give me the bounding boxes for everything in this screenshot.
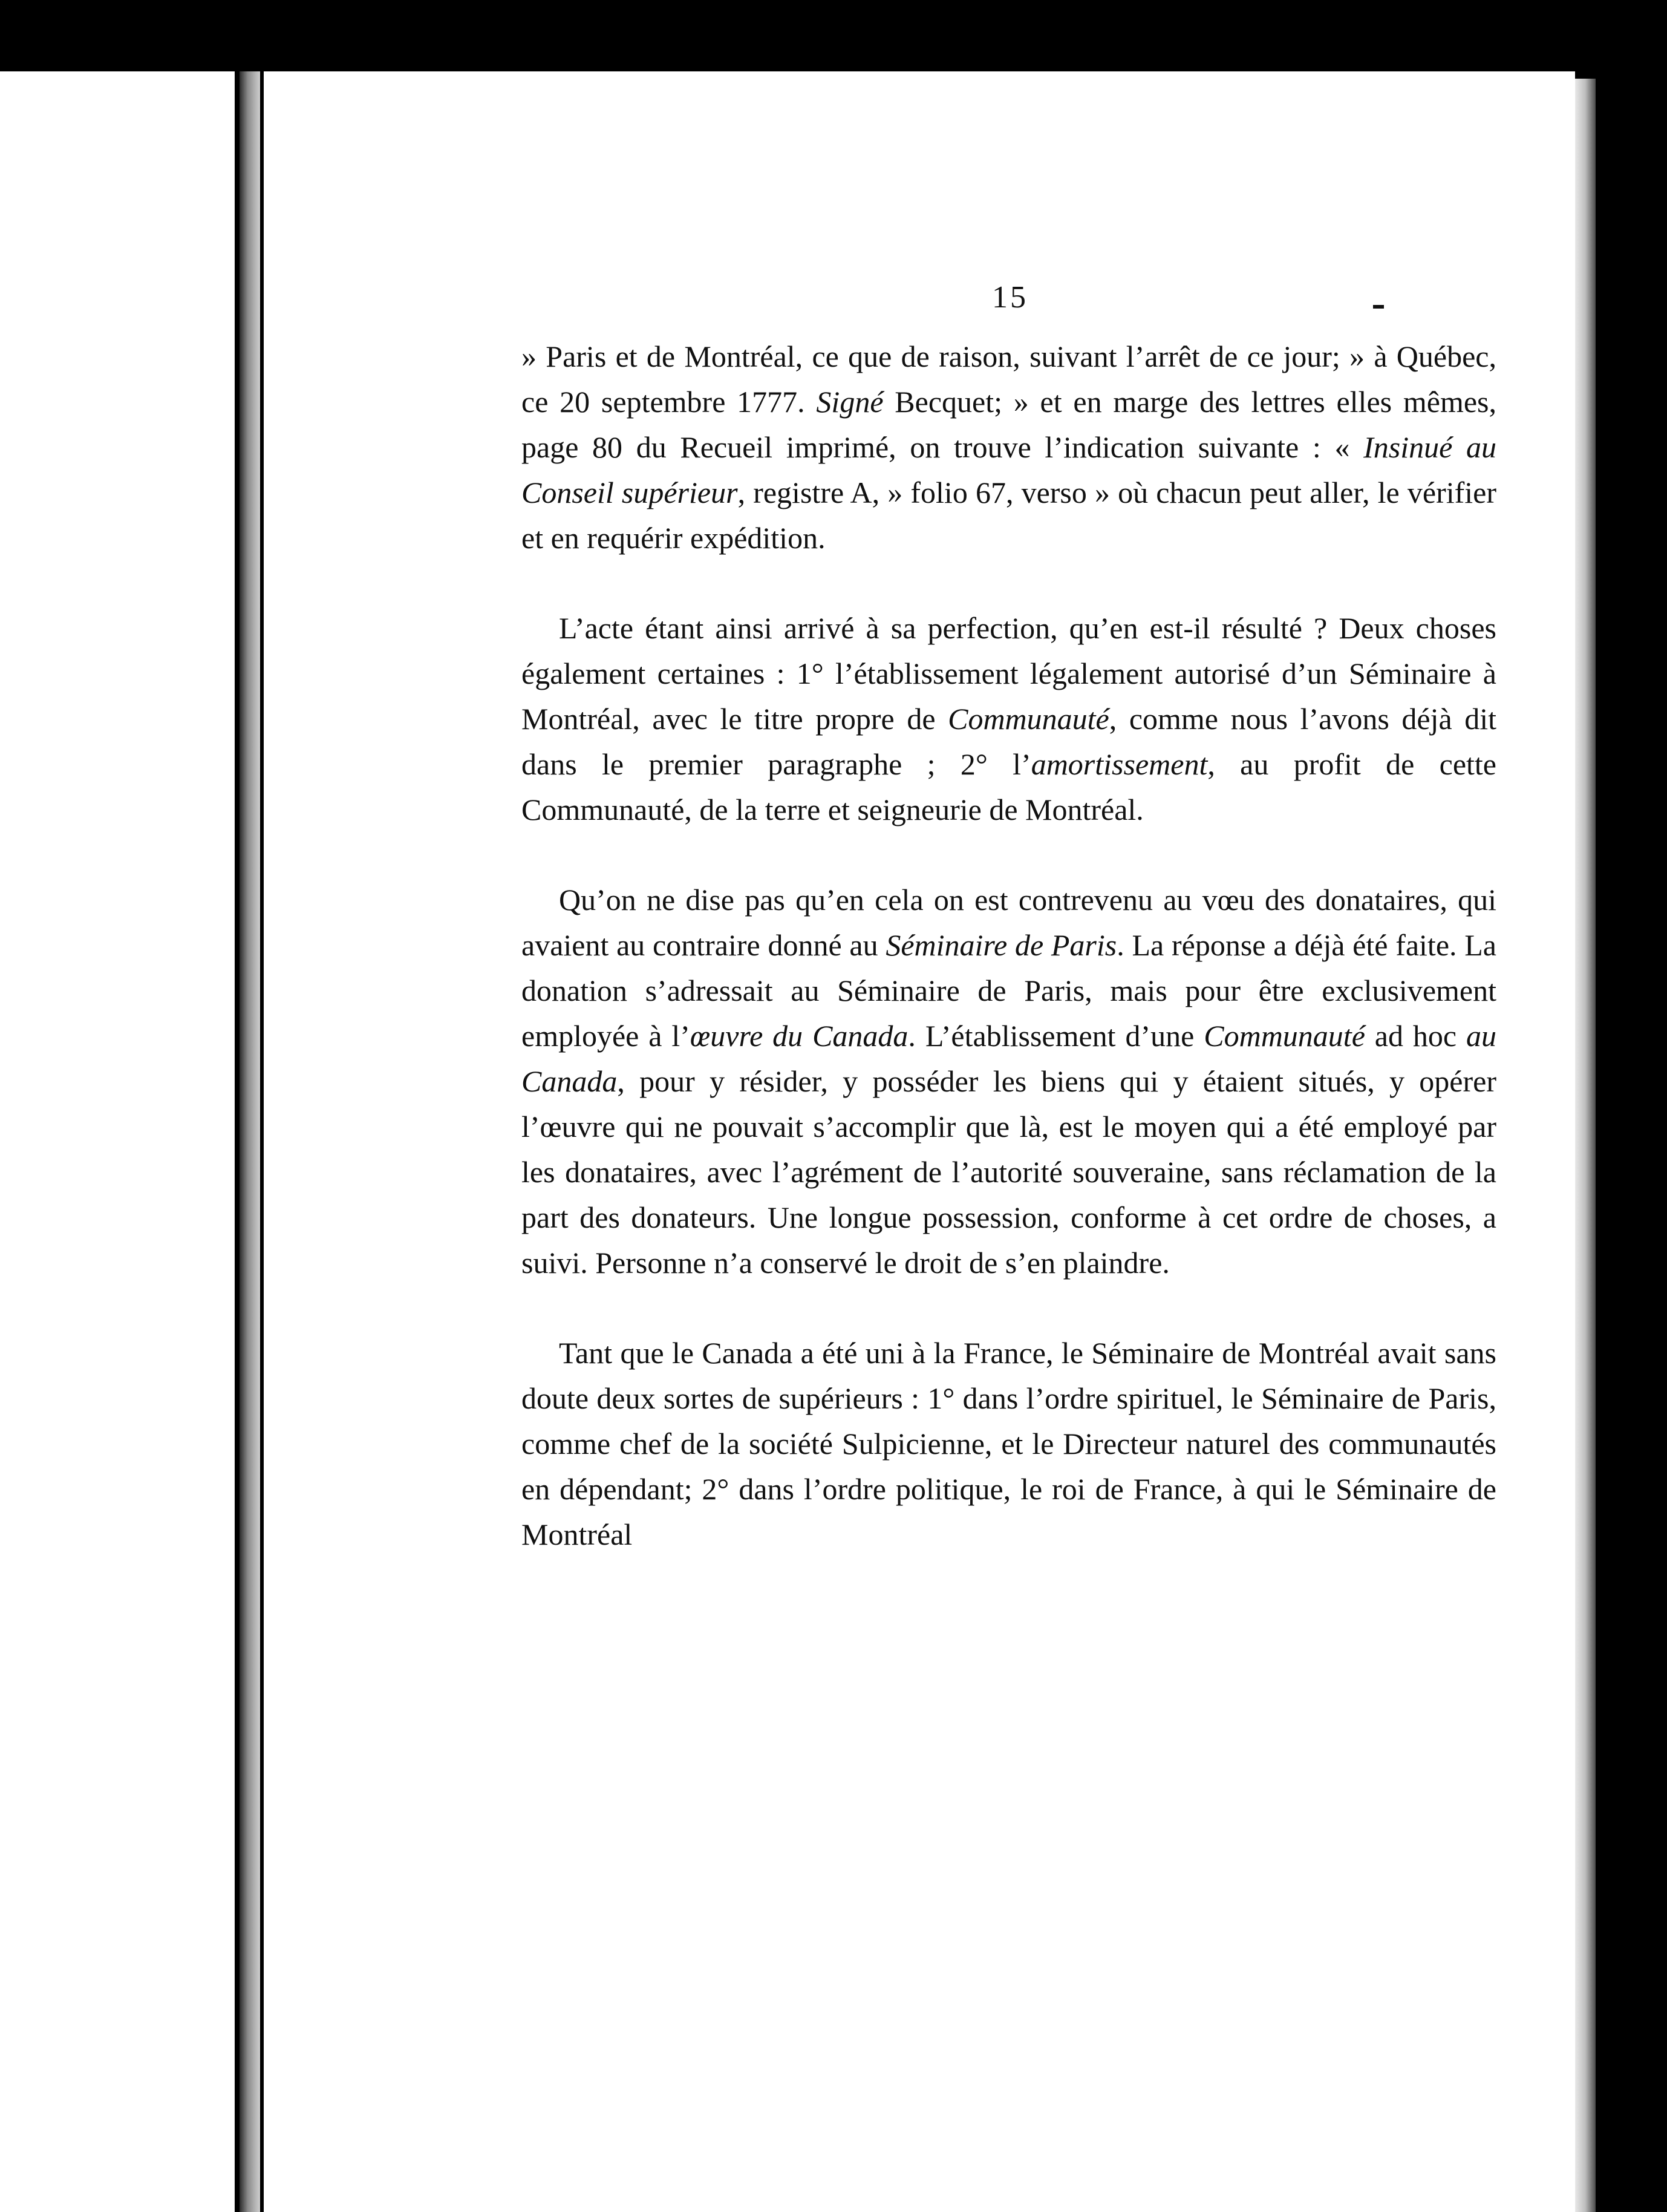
- body-text: [521, 334, 1496, 1557]
- text-run: Qu’on ne dise pas qu’en cela on est contrevenu au vœu des donataires, qui avaient au contraire donné au: [521, 883, 1496, 962]
- book-gutter: [240, 71, 260, 2212]
- italic-text-run: Signé: [816, 385, 884, 419]
- paragraph: [521, 877, 1496, 1286]
- text-run: , au profit de cette Communauté, de la terre et seigneurie de Montréal.: [521, 747, 1496, 826]
- text-run: . La réponse a déjà été faite. La donation s’adressait au Séminaire de Paris, mais pour être exclusivement employée à l’: [521, 928, 1496, 1053]
- text-run: ad hoc: [1365, 1019, 1466, 1053]
- text-run: Tant que le Canada a été uni à la France, le Séminaire de Montréal avait sans doute deux sortes de supérieurs : 1° dans l’ordre spirituel, le Séminaire de Paris, comme chef de la société Sulpicienne, et le Directeur naturel des communautés en dépendant; 2° dans l’ordre politique, le roi de France, à qui le Séminaire de Montréal: [521, 1336, 1496, 1551]
- text-run: , registre A, » folio 67, verso » où chacun peut aller, le vérifier et en requérir expédition.: [521, 476, 1496, 555]
- page-mark: [1373, 305, 1384, 309]
- italic-text-run: Séminaire de Paris: [886, 928, 1117, 962]
- italic-text-run: amortissement: [1031, 747, 1208, 781]
- italic-text-run: œuvre du Canada: [690, 1019, 909, 1053]
- italic-text-run: Communauté: [948, 702, 1109, 736]
- italic-text-run: Communauté: [1204, 1019, 1365, 1053]
- text-run: Becquet; » et en marge des lettres elles mêmes, page 80 du Recueil imprimé, on trouve l’indication suivante : «: [521, 385, 1496, 464]
- italic-text-run: au Canada: [521, 1019, 1496, 1098]
- text-run: , comme nous l’avons déjà dit dans le premier paragraphe ; 2° l’: [521, 702, 1496, 781]
- left-page-blank: [0, 71, 235, 2212]
- page-edge: [1575, 79, 1596, 2212]
- italic-text-run: Insinué au Conseil supérieur: [521, 430, 1497, 509]
- paragraph: [521, 334, 1496, 561]
- text-run: » Paris et de Montréal, ce que de raison, suivant l’arrêt de ce jour; » à Québec, ce 20 septembre 1777.: [521, 339, 1496, 419]
- paragraph: [521, 606, 1496, 833]
- text-run: , pour y résider, y posséder les biens qui y étaient situés, y opérer l’œuvre qui ne pouvait s’accomplir que là, est le moyen qui a été employé par les donataires, avec l’agrément de l’autorité souveraine, sans réclamation de la part des donateurs. Une longue possession, conforme à cet ordre de choses, a suivi. Personne n’a conservé le droit de s’en plaindre.: [521, 1064, 1496, 1280]
- text-run: L’acte étant ainsi arrivé à sa perfection, qu’en est-il résulté ? Deux choses également certaines : 1° l’établissement légalement autorisé d’un Séminaire à Montréal, avec le titre propre de: [521, 611, 1496, 736]
- text-run: . L’établissement d’une: [908, 1019, 1204, 1053]
- paragraph: [521, 1330, 1496, 1557]
- page-number: 15: [992, 280, 1028, 315]
